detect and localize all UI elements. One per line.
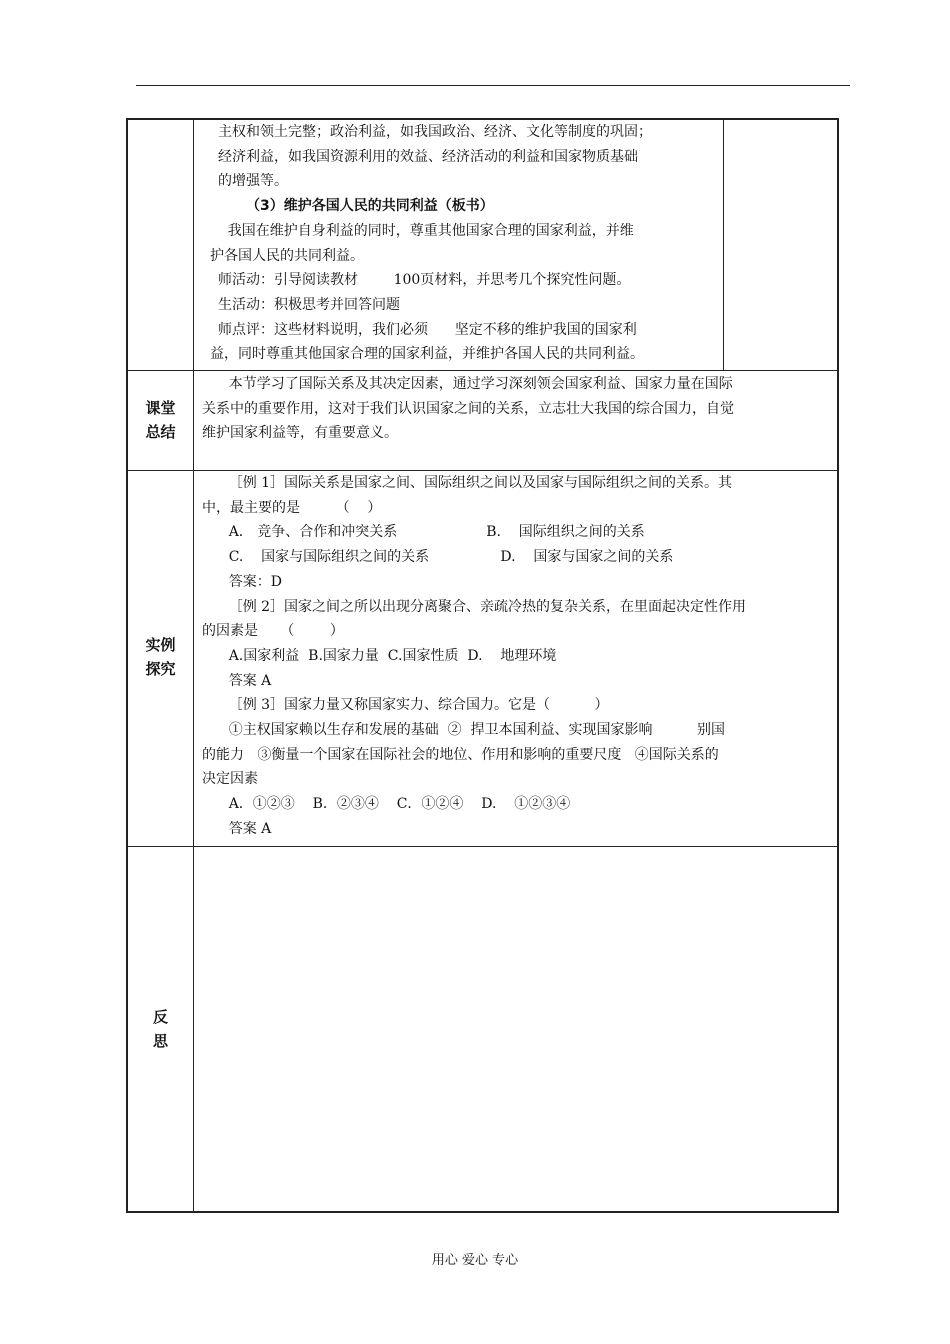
reflection-label: 反 思: [152, 1008, 168, 1050]
text-line: 关系中的重要作用，这对于我们认识国家之间的关系，立志壮大我国的综合国力，自觉: [202, 400, 734, 417]
column-divider: [193, 120, 194, 1211]
text-line: 答案：D: [202, 573, 282, 590]
summary-cell: [202, 372, 838, 446]
text-line: 护各国人民的共同利益。: [210, 247, 364, 264]
text-line: ［例 3］国家力量又称国家实力、综合国力。它是（ ）: [202, 697, 609, 714]
row-divider: [128, 846, 837, 847]
summary-label: 课堂 总结: [145, 399, 176, 441]
content-cell-continuation: [210, 120, 723, 367]
row-divider: [128, 370, 837, 371]
text-line: 维护国家利益等，有重要意义。: [202, 425, 398, 442]
text-line: A． 竞争、合作和冲突关系 B. 国际组织之间的关系: [202, 524, 645, 541]
right-column-divider: [723, 120, 724, 370]
text-line: 中，最主要的是 （ ）: [202, 499, 382, 516]
lesson-plan-table: [126, 118, 839, 1213]
teacher-comment: 师点评：这些材料说明，我们必须 坚定不移的维护我国的国家利: [218, 321, 637, 338]
header-rule: [136, 85, 850, 86]
text-line: 的增强等。: [218, 173, 288, 190]
text-line: A.国家利益 B.国家力量 C.国家性质 D. 地理环境: [202, 647, 557, 664]
text-line: 主权和领土完整；政治利益，如我国政治、经济、文化等制度的巩固；: [218, 124, 652, 140]
text-line: 答案 A: [202, 820, 272, 837]
text-line: 答案 A: [202, 672, 272, 689]
teacher-activity: 师活动：引导阅读教材 100页材料，并思考几个探究性问题。: [218, 272, 631, 289]
text-line: 经济利益，如我国资源利用的效益、经济活动的利益和国家物质基础: [218, 148, 638, 165]
text-line: 我国在维护自身利益的同时，尊重其他国家合理的国家利益，并维: [210, 222, 634, 239]
page-footer: 用心 爱心 专心: [431, 1253, 519, 1268]
teacher-comment: 益，同时尊重其他国家合理的国家利益，并维护各国人民的共同利益。: [210, 346, 644, 363]
examples-label: 实例 探究: [145, 636, 176, 678]
text-line: 的能力 ③衡量一个国家在国际社会的地位、作用和影响的重要尺度 ④国际关系的: [202, 746, 719, 763]
text-line: ［例 1］国际关系是国家之间、国际组织之间以及国家与国际组织之间的关系。其: [202, 475, 733, 491]
student-activity: 生活动：积极思考并回答问题: [218, 296, 400, 313]
text-line: 的因素是 （ ）: [202, 623, 344, 640]
examples-cell: [202, 471, 838, 842]
text-line: ①主权国家赖以生存和发展的基础 ② 捍卫本国利益、实现国家影响 别国: [202, 722, 726, 739]
text-line: C. 国家与国际组织之间的关系 D. 国家与国家之间的关系: [202, 549, 674, 566]
text-line: 本节学习了国际关系及其决定因素，通过学习深刻领会国家利益、国家力量在国际: [202, 376, 733, 392]
text-line: 决定因素: [202, 771, 258, 788]
section-heading: （3）维护各国人民的共同利益（板书）: [246, 198, 494, 215]
text-line: A．①②③ B．②③④ C．①②④ D. ①②③④: [202, 796, 571, 813]
text-line: ［例 2］国家之间之所以出现分离聚合、亲疏冷热的复杂关系，在里面起决定性作用: [202, 598, 747, 615]
